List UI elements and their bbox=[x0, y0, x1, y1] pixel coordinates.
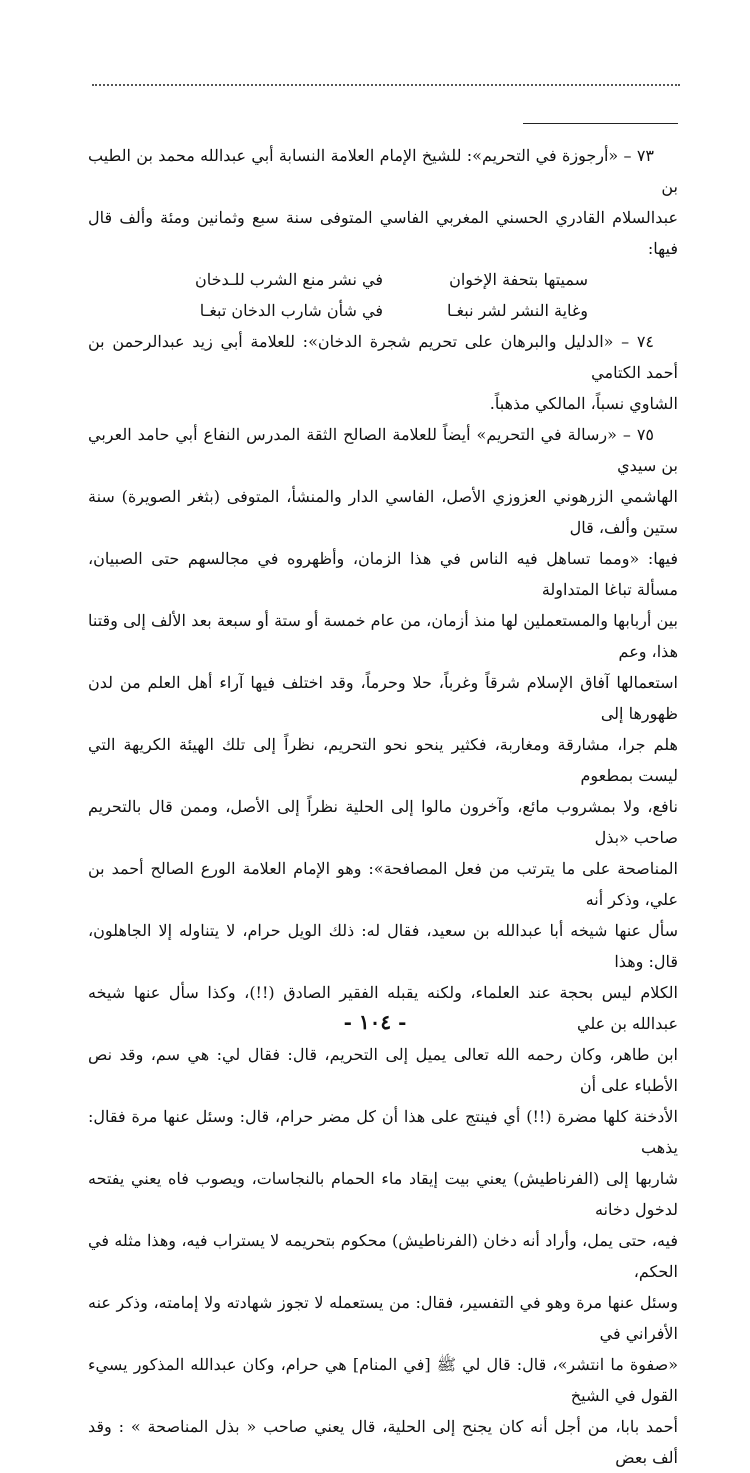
verse-line-2 bbox=[88, 295, 678, 326]
entry-74-line-2: الشاوي نسباً، المالكي مذهباً. bbox=[489, 394, 678, 413]
body-text bbox=[88, 140, 678, 1473]
entry-75-line: ٧٥ – «رسالة في التحريم» أيضاً للعلامة الصالح الثقة المدرس النفاع أبي حامد العربي بن سيدي bbox=[88, 425, 678, 475]
verse-1-first-hemistich: سميتها بتحفة الإخوان bbox=[449, 270, 588, 289]
entry-75-line: شاربها إلى (الفرناطيش) يعني بيت إيقاد ماء الحمام بالنجاسات، ويصوب فاه يعني يفتحه لدخول دخانه bbox=[88, 1169, 678, 1219]
entry-75-line: «صفوة ما انتشر»، قال: قال لي ﷺ [في المنام] هي حرام، وكان عبدالله المذكور يسيء القول في الشيخ bbox=[88, 1355, 678, 1405]
footnote-separator-rule bbox=[523, 123, 678, 124]
entry-73-line-2: عبدالسلام القادري الحسني المغربي الفاسي المتوفى سنة سبع وثمانين ومئة وألف قال فيها: bbox=[88, 208, 678, 258]
verse-line-1 bbox=[88, 264, 678, 295]
entry-75-line: ابن طاهر، وكان رحمه الله تعالى يميل إلى التحريم، قال: فقال لي: هي سم، وقد نص الأطباء على أن bbox=[88, 1045, 678, 1095]
entry-75-line: وسئل عنها مرة وهو في التفسير، فقال: من يستعمله لا تجوز شهادته ولا إمامته، وذكر عنه الأفراني في bbox=[88, 1293, 678, 1343]
verse-2-second-hemistich: في شأن شارب الدخان تبغـا bbox=[199, 301, 383, 320]
entry-75-line: سأل عنها شيخه أبا عبدالله بن سعيد، فقال له: ذلك الويل حرام، لا يتناوله إلا الجاهلون، قال: وهذا bbox=[88, 921, 678, 971]
entry-75-line: أحمد بابا، من أجل أنه كان يجنح إلى الحلية، قال يعني صاحب « بذل المناصحة » : وقد ألف بعض bbox=[88, 1417, 678, 1467]
page-number: - ١٠٤ - bbox=[343, 1010, 407, 1034]
entry-75-line: نافع، ولا بمشروب مائع، وآخرون مالوا إلى الحلية نظراً إلى الأصل، وممن قال بالتحريم صاحب «بذل bbox=[88, 797, 678, 847]
entry-74-line-1: ٧٤ – «الدليل والبرهان على تحريم شجرة الدخان»: للعلامة أبي زيد عبدالرحمن بن أحمد الكتامي bbox=[88, 332, 678, 382]
entry-75-line: الكلام ليس بحجة عند العلماء، ولكنه يقبله الفقير الصادق (!!)، وكذا سأل عنها شيخه عبدالله بن علي bbox=[88, 983, 678, 1033]
entry-75-line: الهاشمي الزرهوني العزوزي الأصل، الفاسي الدار والمنشأ، المتوفى (بثغر الصويرة) سنة ستين وألف، قال bbox=[88, 487, 678, 537]
verse-1-second-hemistich: في نشر منع الشرب للـدخان bbox=[194, 270, 383, 289]
verse-2-first-hemistich: وغاية النشر لشر نبغـا bbox=[446, 301, 588, 320]
entry-75-line: فيها: «ومما تساهل فيه الناس في هذا الزمان، وأظهروه في مجالسهم حتى الصبيان، مسألة تباغا المتداولة bbox=[88, 549, 678, 599]
entry-75-line: استعمالها آفاق الإسلام شرقاً وغرباً، حلا وحرماً، وقد اختلف فيها آراء أهل العلم من لدن ظهورها إلى bbox=[88, 673, 678, 723]
entry-75-line: هلم جرا، مشارقة ومغاربة، فكثير ينحو نحو التحريم، نظراً إلى تلك الهيئة الكريهة التي ليست بمطعوم bbox=[88, 735, 678, 785]
entry-75-line: المناصحة على ما يترتب من فعل المصافحة»: وهو الإمام العلامة الورع الصالح أحمد بن علي، وذكر أنه bbox=[88, 859, 678, 909]
entry-75-line: الأدخنة كلها مضرة (!!) أي فينتج على هذا أن كل مضر حرام، قال: وسئل عنها مرة فقال: يذهب bbox=[88, 1107, 678, 1157]
entry-75-line: فيه، حتى يمل، وأراد أنه دخان (الفرناطيش) محكوم بتحريمه لا يستراب فيه، وهذا مثله في الحكم، bbox=[88, 1231, 678, 1281]
entry-73-line-1: ٧٣ – «أرجوزة في التحريم»: للشيخ الإمام العلامة النسابة أبي عبدالله محمد بن الطيب بن bbox=[88, 146, 678, 196]
entry-75-line: بين أربابها والمستعملين لها منذ أزمان، من عام خمسة أو ستة أو سبعة بعد الألف إلى وقتنا هذا، وعم bbox=[88, 611, 678, 661]
dotted-header-line bbox=[92, 84, 680, 86]
